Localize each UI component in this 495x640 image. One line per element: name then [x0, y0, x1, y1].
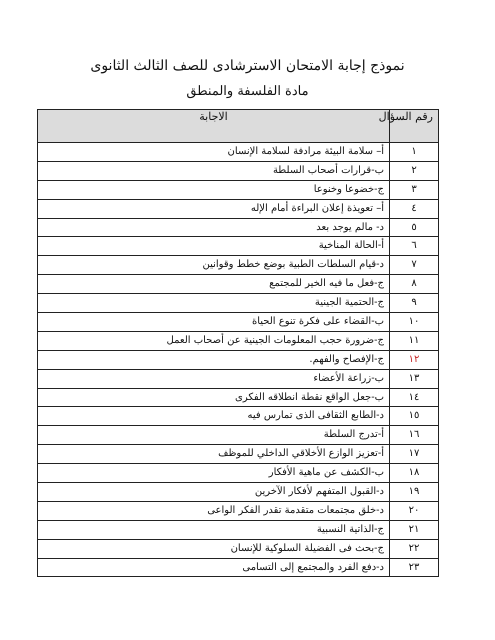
question-number: ١٠ [390, 313, 439, 332]
table-row [38, 483, 439, 502]
question-number: ٦ [390, 237, 439, 256]
column-header-number: رقم السؤال [390, 110, 439, 143]
table-row [38, 313, 439, 332]
answer-text: د- مالم يوجد بعد [38, 218, 390, 237]
answers-table [37, 109, 439, 577]
answer-text: د-الطابع الثقافى الذى تمارس فيه [38, 407, 390, 426]
answer-text: د-دفع الفرد والمجتمع إلى التسامى [38, 558, 390, 577]
answer-text: أ-تدرج السلطة [38, 426, 390, 445]
question-number: ١٣ [390, 369, 439, 388]
question-number: ٥ [390, 218, 439, 237]
question-number: ١٥ [390, 407, 439, 426]
column-header-answer: الاجابة [38, 110, 390, 143]
table-row [38, 539, 439, 558]
table-row [38, 445, 439, 464]
table-row [38, 275, 439, 294]
question-number: ٢ [390, 161, 439, 180]
answer-text: ج-بحث فى الفضيلة السلوكية للإنسان [38, 539, 390, 558]
answer-text: ب-جعل الواقع نقطة انطلاقه الفكرى [38, 388, 390, 407]
table-row [38, 464, 439, 483]
answer-text: أ-الحالة المناخية [38, 237, 390, 256]
answer-text: د-القبول المتفهم لأفكار الآخرين [38, 483, 390, 502]
table-row [38, 350, 439, 369]
table-row [38, 161, 439, 180]
document-title: نموذج إجابة الامتحان الاسترشادى للصف الثالث الثانوى [90, 58, 405, 74]
table-row [38, 143, 439, 162]
answer-text: د-قيام السلطات الطبية بوضع خطط وقوانين [38, 256, 390, 275]
question-number: ٢٣ [390, 558, 439, 577]
question-number: ٩ [390, 294, 439, 313]
answer-text: ب-القضاء على فكرة تنوع الحياة [38, 313, 390, 332]
answer-text: أ– سلامة البيئة مرادفة لسلامة الإنسان [38, 143, 390, 162]
answer-text: ج-الحتمية الجينية [38, 294, 390, 313]
table-row [38, 180, 439, 199]
subject-title: مادة الفلسفة والمنطق [186, 84, 309, 99]
answer-text: ب-زراعة الأعضاء [38, 369, 390, 388]
table-row [38, 558, 439, 577]
question-number: ٧ [390, 256, 439, 275]
question-number: ١٢ [390, 350, 439, 369]
question-number: ٢٢ [390, 539, 439, 558]
table-row [38, 501, 439, 520]
answer-text: ج-فعل ما فيه الخير للمجتمع [38, 275, 390, 294]
answer-text: د-خلق مجتمعات متقدمة تقدر الفكر الواعى [38, 501, 390, 520]
table-header-row [38, 110, 439, 143]
answer-text: أ– تعويذة إعلان البراءة أمام الإله [38, 199, 390, 218]
table-row [38, 218, 439, 237]
table-row [38, 256, 439, 275]
answer-text: ب-الكشف عن ماهية الأفكار [38, 464, 390, 483]
question-number: ١٧ [390, 445, 439, 464]
question-number: ١١ [390, 331, 439, 350]
table-row [38, 199, 439, 218]
table-row [38, 407, 439, 426]
question-number: ٢٠ [390, 501, 439, 520]
answer-text: ب-قرارات أصحاب السلطة [38, 161, 390, 180]
answer-text: ج-ضرورة حجب المعلومات الجينية عن أصحاب العمل [38, 331, 390, 350]
table-row [38, 388, 439, 407]
question-number: ١٩ [390, 483, 439, 502]
answer-text: ج-الإفصاح والفهم. [38, 350, 390, 369]
question-number: ١٦ [390, 426, 439, 445]
answer-text: أ-تعزيز الوازع الأخلاقي الداخلي للموظف [38, 445, 390, 464]
question-number: ٣ [390, 180, 439, 199]
table-row [38, 520, 439, 539]
table-row [38, 237, 439, 256]
table-row [38, 369, 439, 388]
question-number: ١٤ [390, 388, 439, 407]
table-row [38, 294, 439, 313]
answer-text: ج-خضوعا وخنوعا [38, 180, 390, 199]
table-row [38, 331, 439, 350]
question-number: ٨ [390, 275, 439, 294]
question-number: ١ [390, 143, 439, 162]
question-number: ١٨ [390, 464, 439, 483]
answer-text: ج-الذاتية النسبية [38, 520, 390, 539]
table-row [38, 426, 439, 445]
question-number: ٤ [390, 199, 439, 218]
question-number: ٢١ [390, 520, 439, 539]
